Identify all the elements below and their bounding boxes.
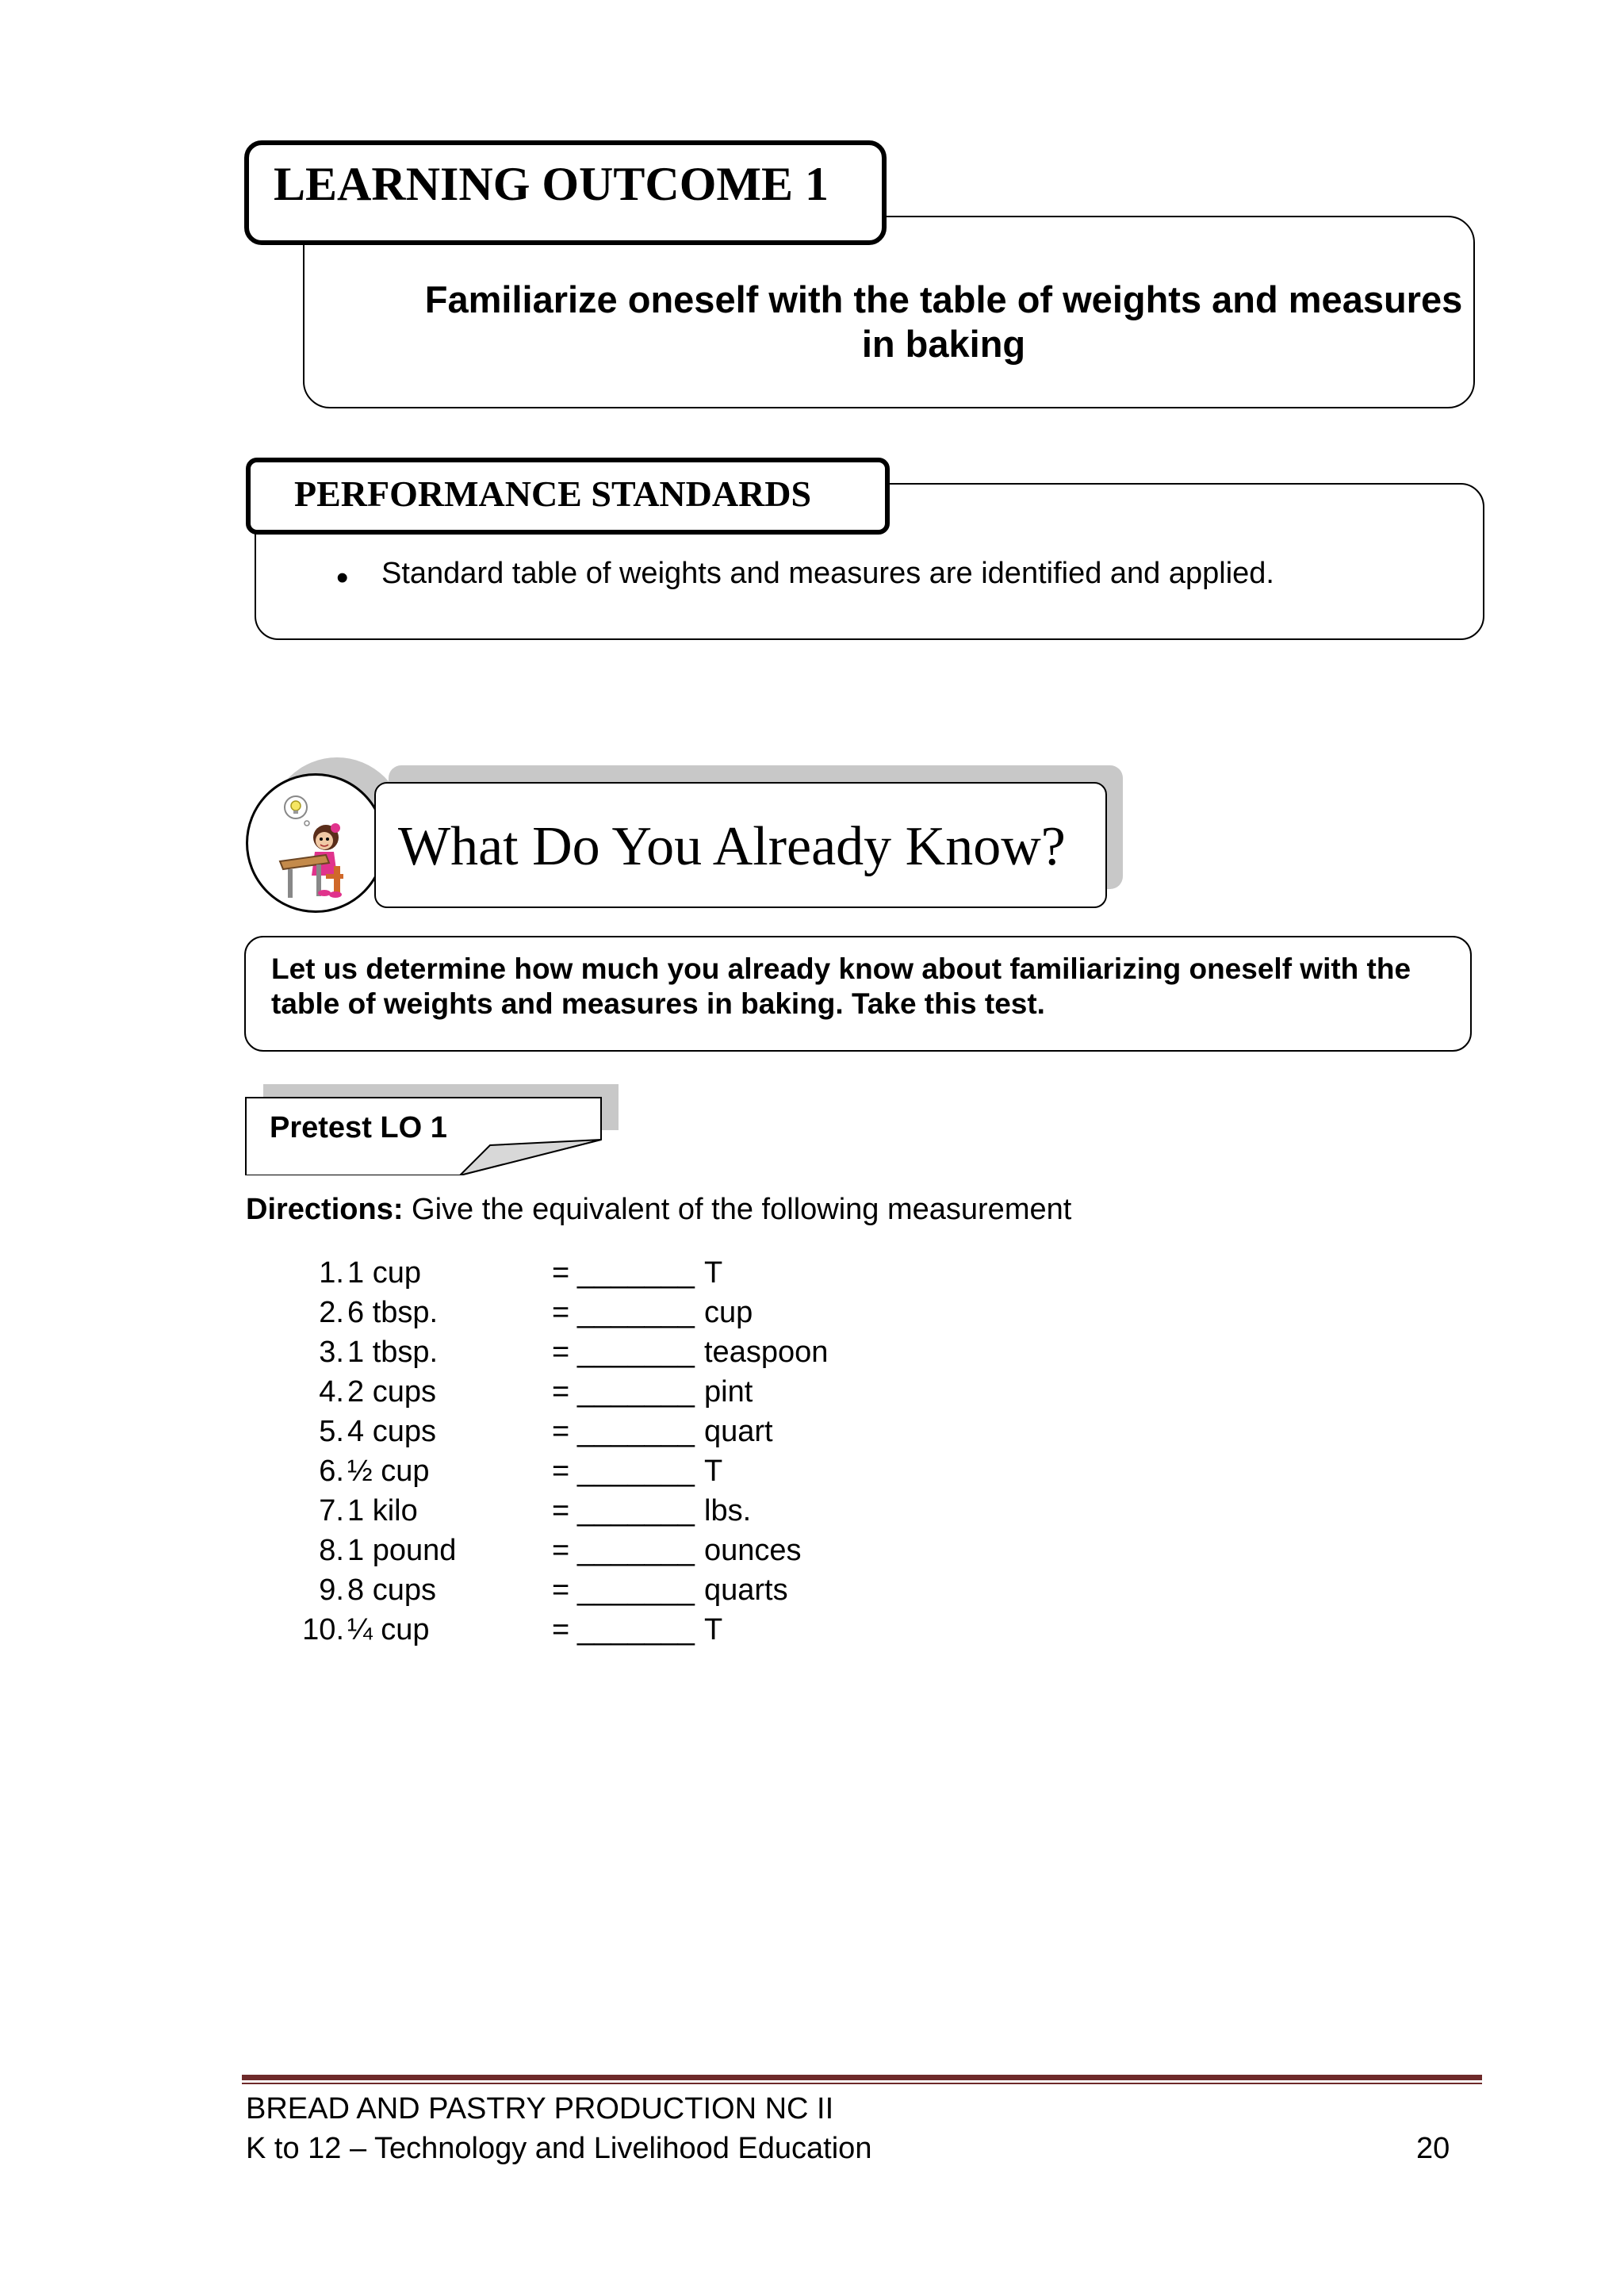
equals-sign: = xyxy=(552,1613,570,1646)
equals-sign: = xyxy=(552,1256,570,1290)
answer-unit: cup xyxy=(704,1296,753,1329)
question-item: ½ cup xyxy=(347,1455,430,1488)
bullet-icon: • xyxy=(336,558,349,597)
question-item: 2 cups xyxy=(347,1375,436,1409)
answer-unit: T xyxy=(704,1455,723,1488)
question-item: 8 cups xyxy=(347,1573,436,1607)
answer-unit: T xyxy=(704,1613,723,1646)
question-number: 6. xyxy=(319,1455,344,1488)
equals-sign: = xyxy=(552,1534,570,1567)
answer-unit: quart xyxy=(704,1415,773,1448)
equals-sign: = xyxy=(552,1455,570,1488)
answer-unit: quarts xyxy=(704,1573,788,1607)
answer-unit: T xyxy=(704,1256,723,1290)
question-number: 7. xyxy=(319,1494,344,1527)
question-number: 1. xyxy=(319,1256,344,1290)
footer-course-title: BREAD AND PASTRY PRODUCTION NC II xyxy=(246,2092,834,2125)
equals-sign: = xyxy=(552,1415,570,1448)
answer-unit: pint xyxy=(704,1375,753,1409)
equals-sign: = xyxy=(552,1375,570,1409)
question-item: 1 tbsp. xyxy=(347,1336,439,1369)
question-number: 3. xyxy=(319,1336,344,1369)
footer-rule-thin xyxy=(242,2083,1482,2084)
answer-blank[interactable]: _______ xyxy=(577,1375,695,1409)
answer-blank[interactable]: _______ xyxy=(577,1455,695,1488)
equals-sign: = xyxy=(552,1573,570,1607)
answer-blank[interactable]: _______ xyxy=(577,1256,695,1290)
directions xyxy=(246,1193,1071,1227)
question-item: 6 tbsp. xyxy=(347,1296,439,1329)
answer-blank[interactable]: _______ xyxy=(577,1534,695,1567)
section-title: What Do You Already Know? xyxy=(398,816,1066,877)
question-number: 5. xyxy=(319,1415,344,1448)
pretest-label: Pretest LO 1 xyxy=(270,1111,447,1144)
equals-sign: = xyxy=(552,1296,570,1329)
intro-text: Let us determine how much you already know about familiarizing oneself with the table of weights and measures in baking. Take this test. xyxy=(271,953,1411,1020)
performance-standards-title: PERFORMANCE STANDARDS xyxy=(294,473,812,514)
question-number: 4. xyxy=(319,1375,344,1409)
question-number: 2. xyxy=(319,1296,344,1329)
question-item: 1 kilo xyxy=(347,1494,418,1527)
answer-blank[interactable]: _______ xyxy=(577,1573,695,1607)
question-item: 4 cups xyxy=(347,1415,436,1448)
question-item: 1 cup xyxy=(347,1256,421,1290)
answer-blank[interactable]: _______ xyxy=(577,1415,695,1448)
equals-sign: = xyxy=(552,1336,570,1369)
question-item: 1 pound xyxy=(347,1534,457,1567)
footer-rule xyxy=(242,2075,1482,2080)
learning-outcome-description: Familiarize oneself with the table of weights and measures in baking xyxy=(424,278,1463,365)
question-number: 8. xyxy=(319,1534,344,1567)
page-number: 20 xyxy=(1416,2132,1450,2165)
directions-text: Give the equivalent of the following measurement xyxy=(412,1193,1072,1226)
question-number: 10. xyxy=(302,1613,344,1646)
answer-unit: teaspoon xyxy=(704,1336,829,1369)
question-item: ¼ cup xyxy=(347,1613,430,1646)
learning-outcome-title: LEARNING OUTCOME 1 xyxy=(274,158,829,210)
answer-blank[interactable]: _______ xyxy=(577,1336,695,1369)
question-number: 9. xyxy=(319,1573,344,1607)
answer-blank[interactable]: _______ xyxy=(577,1613,695,1646)
answer-unit: ounces xyxy=(704,1534,802,1567)
answer-blank[interactable]: _______ xyxy=(577,1296,695,1329)
performance-standard-item: Standard table of weights and measures are identified and applied. xyxy=(381,557,1274,590)
answer-unit: lbs. xyxy=(704,1494,752,1527)
answer-blank[interactable]: _______ xyxy=(577,1494,695,1527)
directions-label: Directions: xyxy=(246,1193,404,1226)
footer-program: K to 12 – Technology and Livelihood Education xyxy=(246,2132,872,2165)
equals-sign: = xyxy=(552,1494,570,1527)
student-at-desk-icon xyxy=(246,773,385,913)
